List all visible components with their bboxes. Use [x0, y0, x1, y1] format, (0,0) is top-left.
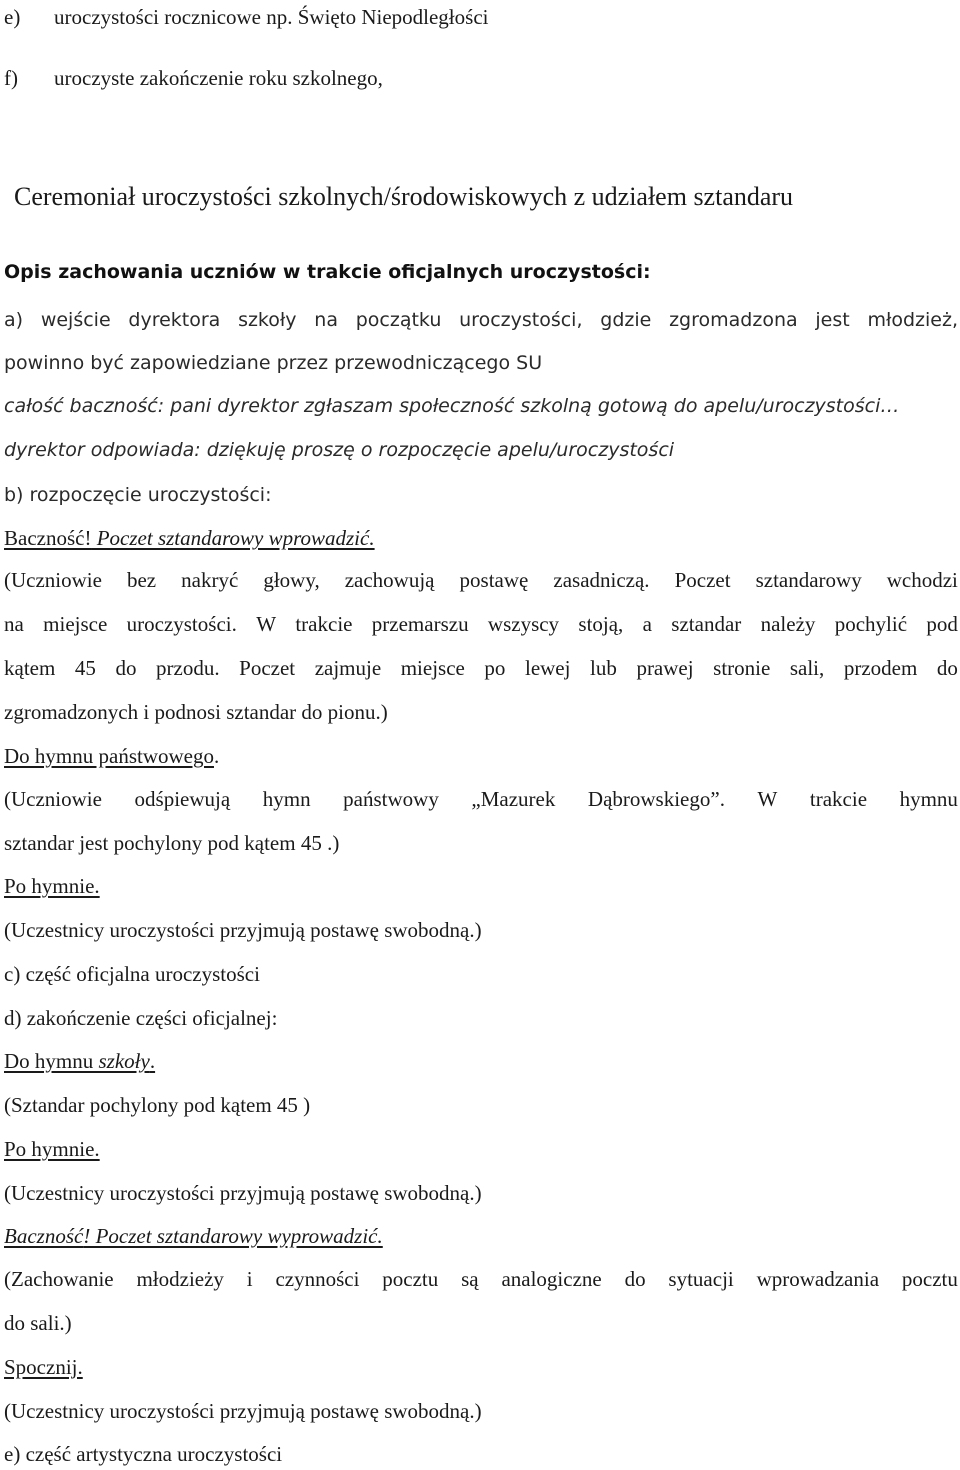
word: zgromadzona [669, 309, 798, 331]
word: dyrektora [128, 309, 221, 331]
command-after-school-anthem: Po hymnie. [4, 1137, 100, 1161]
section-b-para1-line-3 [4, 655, 958, 681]
section-d-para4: (Uczestnicy uroczystości przyjmują postawę swobodną.) [4, 1399, 482, 1423]
word: gdzie [600, 309, 652, 331]
word: (Uczniowie [4, 787, 102, 811]
word: wszyscy [487, 612, 560, 636]
section-b-para1-line-4: zgromadzonych i podnosi sztandar do pionu.) [4, 700, 388, 724]
subheading: Opis zachowania uczniów w trakcie oficjalnych uroczystości: [4, 261, 651, 283]
word: sytuacji [668, 1267, 734, 1291]
word: na [314, 309, 338, 331]
word: a [642, 612, 652, 636]
word: hymn [262, 787, 311, 811]
command-attention: Baczność! [4, 526, 92, 550]
word: odśpiewują [134, 787, 231, 811]
word: wprowadzania [756, 1267, 880, 1291]
word: wchodzi [886, 568, 958, 592]
list-marker: e) [4, 5, 21, 29]
word: trakcie [295, 612, 353, 636]
word: kątem [4, 656, 56, 680]
word: głowy, [263, 568, 320, 592]
section-c-title: c) część oficjalna uroczystości [4, 962, 260, 986]
word: zachowują [344, 568, 435, 592]
document-heading: Ceremoniał uroczystości szkolnych/środowiskowych z udziałem sztandaru [14, 182, 794, 211]
word: bez [126, 568, 157, 592]
command-retire-text: ! Poczet sztandarowy wyprowadzić. [83, 1224, 383, 1248]
command-national-anthem-text: Do hymnu państwowego [4, 744, 214, 768]
word: uroczystości, [459, 309, 583, 331]
word: wejście [40, 309, 111, 331]
word: miejsce [400, 656, 465, 680]
section-b-title: b) rozpoczęcie uroczystości: [4, 484, 272, 506]
command-after-anthem: Po hymnie. [4, 874, 100, 898]
list-item-e [4, 4, 960, 30]
list-marker: f) [4, 66, 18, 90]
command-present-colors [4, 525, 960, 551]
word: (Uczniowie [4, 568, 102, 592]
word: do [936, 656, 958, 680]
word: są [461, 1267, 479, 1291]
word: W [757, 787, 778, 811]
command-national-anthem-period: . [213, 744, 220, 768]
word: sali, [789, 656, 825, 680]
word: Poczet [239, 656, 296, 680]
word: „Mazurek [471, 787, 556, 811]
word: zajmuje [314, 656, 382, 680]
word: pochylić [834, 612, 908, 636]
word: pocztu [382, 1267, 439, 1291]
section-b-para1-line-1 [4, 567, 958, 593]
word: nakryć [181, 568, 239, 592]
section-a-line-1 [4, 307, 958, 333]
section-b-para1-line-2 [4, 611, 958, 637]
word: początku [355, 309, 442, 331]
command-retire-colors [4, 1223, 960, 1249]
word: analogiczne [501, 1267, 602, 1291]
word: do [115, 656, 137, 680]
word: prawej [636, 656, 694, 680]
command-at-ease: Spocznij. [4, 1355, 83, 1379]
command-school-anthem-text: Do hymnu [4, 1049, 99, 1073]
word: uroczystości. [126, 612, 237, 636]
word: państwowy [343, 787, 439, 811]
word: na [4, 612, 24, 636]
word: czynności [275, 1267, 360, 1291]
command-retire-attention: Baczność [4, 1224, 84, 1248]
word: przemarszu [371, 612, 469, 636]
section-b-para2-line-1 [4, 786, 958, 812]
word: lewej [524, 656, 571, 680]
word: zasadniczą. [553, 568, 650, 592]
section-d-para3-line-2: do sali.) [4, 1311, 72, 1335]
word: Dąbrowskiego”. [587, 787, 725, 811]
section-a-announcement: całość baczność: pani dyrektor zgłaszam społeczność szkolną gotową do apelu/uroczystości… [4, 395, 900, 417]
word: stronie [713, 656, 771, 680]
list-item-text: uroczyste zakończenie roku szkolnego, [54, 66, 383, 90]
list-item-text: uroczystości rocznicowe np. Święto Niepodległości [54, 5, 489, 29]
word: 45 [74, 656, 96, 680]
section-e-title: e) część artystyczna uroczystości [4, 1442, 283, 1466]
command-school-anthem-period: . [149, 1049, 156, 1073]
word: postawę [459, 568, 529, 592]
word: trakcie [809, 787, 868, 811]
word: stoją, [578, 612, 624, 636]
word: hymnu [899, 787, 958, 811]
word: po [484, 656, 506, 680]
word: jest [815, 309, 850, 331]
word: przodem [843, 656, 918, 680]
word: sztandarowy [755, 568, 862, 592]
word: pocztu [901, 1267, 958, 1291]
word: a) [4, 309, 24, 331]
word: W [256, 612, 277, 636]
section-b-para2-line-2: sztandar jest pochylony pod kątem 45 .) [4, 831, 340, 855]
command-school-anthem-italic: szkoły [98, 1049, 150, 1073]
word: szkoły [238, 309, 297, 331]
word: pod [926, 612, 958, 636]
section-d-para1: (Sztandar pochylony pod kątem 45 ) [4, 1093, 311, 1117]
word: lub [590, 656, 617, 680]
command-present-text: Poczet sztandarowy wprowadzić. [91, 526, 375, 550]
section-a-line-2: powinno być zapowiedziane przez przewodniczącego SU [4, 352, 543, 374]
section-b-para3: (Uczestnicy uroczystości przyjmują postawę swobodną.) [4, 918, 482, 942]
command-national-anthem [4, 743, 960, 769]
list-item-f [4, 65, 960, 91]
word: młodzieży [136, 1267, 224, 1291]
word: należy [760, 612, 816, 636]
word: przodu. [156, 656, 220, 680]
section-d-title: d) zakończenie części oficjalnej: [4, 1006, 278, 1030]
word: miejsce [43, 612, 108, 636]
word: do [624, 1267, 646, 1291]
word: młodzież, [867, 309, 958, 331]
section-a-response: dyrektor odpowiada: dziękuję proszę o rozpoczęcie apelu/uroczystości [4, 439, 675, 461]
word: Poczet [674, 568, 731, 592]
word: sztandar [671, 612, 742, 636]
word: i [246, 1267, 253, 1291]
section-d-para2: (Uczestnicy uroczystości przyjmują postawę swobodną.) [4, 1181, 482, 1205]
section-d-para3-line-1 [4, 1266, 958, 1292]
command-school-anthem [4, 1048, 960, 1074]
word: (Zachowanie [4, 1267, 114, 1291]
